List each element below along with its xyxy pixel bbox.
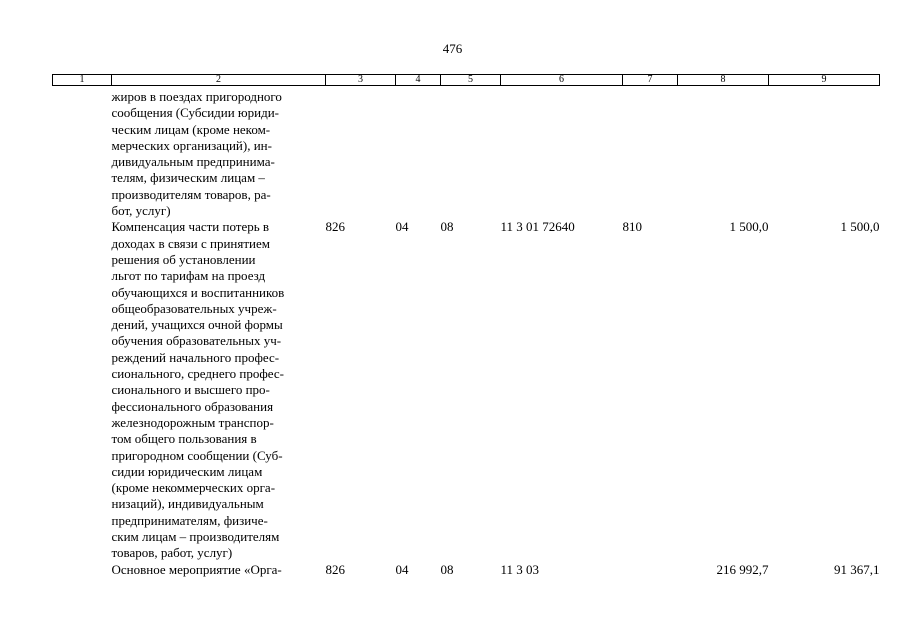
cell-amount-2: 1 500,0 xyxy=(840,219,880,235)
column-header: 7 xyxy=(623,75,678,86)
cell-empty xyxy=(53,219,112,561)
cell-ministry-code: 826 xyxy=(325,561,345,577)
cell-amount-2 xyxy=(769,89,880,219)
cell-amount-1 xyxy=(678,89,769,219)
column-header: 6 xyxy=(501,75,623,86)
cell-expense-type xyxy=(623,562,678,578)
cell-ministry-code xyxy=(326,89,396,219)
column-header: 9 xyxy=(769,75,880,86)
cell-expense-type: 810 xyxy=(622,219,642,235)
cell-amount-2: 91 367,1 xyxy=(834,561,880,577)
row-name: Компенсация части потерь в доходах в связи с принятием решения об установлении льгот по тарифам на проезд обучающихся и воспитанников общеобразовательных учреж- дений, учащихся очной формы обучения образовательных уч- реждений начального профес- сионального, среднего профес- сионального и высшего про- фессионального образования железнодорожным транспор- том общего пользования в пригородном сообщении (Суб- сидии юридическим лицам (кроме некоммерческих орга- низаций), индивидуальным предпринимателям, физиче- ским лицам – производителям товаров, работ, услуг) xyxy=(111,219,285,561)
budget-table xyxy=(52,74,880,578)
cell-subsection xyxy=(441,89,501,219)
cell-target-article: 11 3 03 xyxy=(500,561,540,577)
cell-subsection: 08 xyxy=(440,561,454,577)
cell-subsection: 08 xyxy=(440,219,454,235)
table-row xyxy=(53,89,880,219)
cell-empty xyxy=(53,89,112,219)
cell-section: 04 xyxy=(395,561,409,577)
column-header: 1 xyxy=(53,75,112,86)
row-name: Основное мероприятие «Орга- xyxy=(111,561,282,577)
column-header: 4 xyxy=(396,75,441,86)
table-row xyxy=(53,219,880,561)
column-header: 3 xyxy=(326,75,396,86)
column-header: 2 xyxy=(112,75,326,86)
cell-amount-1: 216 992,7 xyxy=(716,561,769,577)
cell-ministry-code: 826 xyxy=(325,219,345,235)
table-row xyxy=(53,562,880,578)
cell-section: 04 xyxy=(395,219,409,235)
column-number-row xyxy=(53,75,880,86)
cell-target-article: 11 3 01 72640 xyxy=(500,219,575,235)
cell-amount-1: 1 500,0 xyxy=(729,219,769,235)
row-name: жиров в поездах пригородного сообщения (Субсидии юриди- ческим лицам (кроме неком- мерческих организаций), ин- дивидуальным предпринима- телям, физическим лицам – производителям товаров, ра- бот, услуг) xyxy=(111,89,282,219)
cell-empty xyxy=(53,562,112,578)
cell-section xyxy=(396,89,441,219)
page-number: 476 xyxy=(442,41,463,56)
cell-target-article xyxy=(501,89,623,219)
column-header: 5 xyxy=(441,75,501,86)
column-header: 8 xyxy=(678,75,769,86)
cell-expense-type xyxy=(623,89,678,219)
